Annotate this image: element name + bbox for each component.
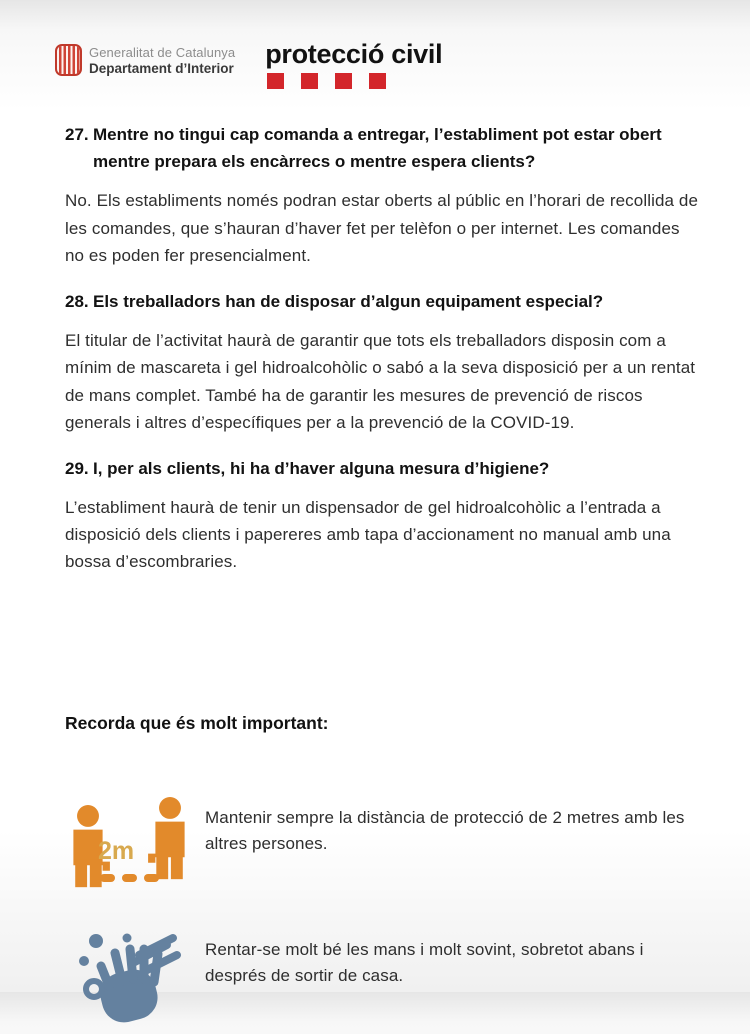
faq-item-29 <box>65 455 702 576</box>
reminder-heading: Recorda que és molt important: <box>65 712 329 733</box>
faq-item-27 <box>65 121 702 269</box>
reminder-text-handwash: Rentar-se molt bé les mans i molt sovint, sobretot abans i després de sortir de casa. <box>205 939 644 985</box>
generalitat-org-name: Generalitat de Catalunya <box>89 45 236 60</box>
distance-2m-icon <box>65 797 197 889</box>
reminder-icon-box <box>65 797 205 889</box>
generalitat-text <box>89 44 235 76</box>
reminder-item-handwash <box>65 929 702 1034</box>
question-number: 27. <box>65 125 89 144</box>
question-number: 28. <box>65 291 89 311</box>
generalitat-logo-block <box>55 44 235 76</box>
question-text: Mentre no tingui cap comanda a entregar, l’establiment pot estar obert mentre prepara els encàrrecs o mentre espera clients? <box>93 125 662 172</box>
faq-item-28 <box>65 288 702 436</box>
proteccio-civil-squares-icon <box>265 73 442 89</box>
document-header <box>0 0 750 96</box>
person-figure-icon <box>147 797 193 881</box>
generalitat-dept-name: Departament d’Interior <box>89 60 234 76</box>
reminder-icon-box <box>65 929 205 1034</box>
red-square-icon <box>335 73 352 89</box>
reminder-text-distance: Mantenir sempre la distància de protecció de 2 metres amb les altres persones. <box>205 807 685 853</box>
hand-washing-icon <box>75 929 187 1029</box>
proteccio-civil-logo <box>265 40 442 89</box>
generalitat-shield-icon <box>55 44 82 76</box>
red-square-icon <box>369 73 386 89</box>
proteccio-civil-title: protecció civil <box>265 39 443 69</box>
distance-dashes-icon <box>100 874 159 882</box>
red-square-icon <box>301 73 318 89</box>
reminder-item-distance <box>65 797 702 889</box>
answer-text: L’establiment haurà de tenir un dispensador de gel hidroalcohòlic a l’entrada a disposició dels clients i papereres amb tapa d’accionament no manual amb una bossa d’escombraries. <box>65 498 671 572</box>
answer-text: No. Els establiments només podran estar oberts al públic en l’horari de recollida de les comandes, que s’hauran d’haver fet per telèfon o per internet. Les comandes no es poden fer presencialment. <box>65 191 699 265</box>
red-square-icon <box>267 73 284 89</box>
document-body <box>0 96 750 1034</box>
question-heading <box>65 288 702 315</box>
question-text: I, per als clients, hi ha d’haver alguna mesura d’higiene? <box>93 458 550 478</box>
question-heading <box>65 121 702 175</box>
question-text: Els treballadors han de disposar d’algun equipament especial? <box>93 291 604 311</box>
distance-2m-label: 2m <box>98 836 135 865</box>
answer-text: El titular de l’activitat haurà de garantir que tots els treballadors disposin com a mínim de mascareta i gel hidroalcohòlic o sabó a la seva disposició per a un rentat de mans complet. També ha de garantir les mesures de prevenció de riscos generals i altres d’específiques per a la prevenció de la COVID-19. <box>65 331 696 432</box>
question-heading <box>65 455 702 482</box>
question-number: 29. <box>65 458 89 478</box>
